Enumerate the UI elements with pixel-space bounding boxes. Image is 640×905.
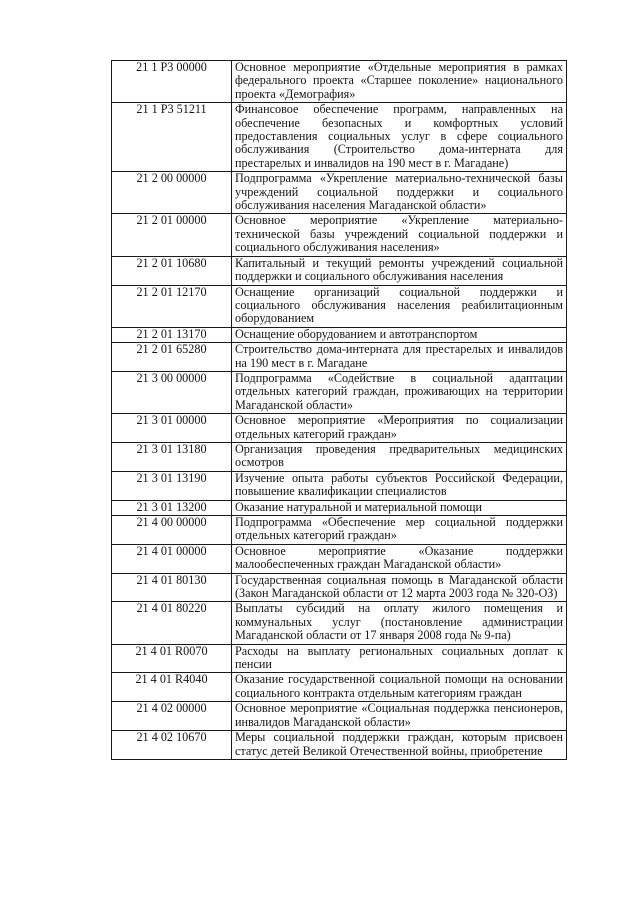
- table-row: [112, 414, 567, 443]
- row-description: Подпрограмма «Укрепление материально-технической базы учреждений социальной поддержки и социального обслуживания населения Магаданской области»: [232, 172, 567, 214]
- table-body: [112, 61, 567, 760]
- classification-code: 21 4 01 00000: [112, 544, 232, 573]
- row-description: Государственная социальная помощь в Магаданской области (Закон Магаданской области от 12 марта 2003 года № 320-ОЗ): [232, 573, 567, 602]
- classification-code: 21 2 01 65280: [112, 343, 232, 372]
- row-description: Организация проведения предварительных медицинских осмотров: [232, 442, 567, 471]
- classification-code: 21 2 01 00000: [112, 214, 232, 256]
- row-description: Основное мероприятие «Укрепление материально-технической базы учреждений социальной поддержки и социального обслуживания населения»: [232, 214, 567, 256]
- classification-code: 21 3 01 00000: [112, 414, 232, 443]
- classification-code: 21 2 00 00000: [112, 172, 232, 214]
- table-row: [112, 602, 567, 644]
- table-row: [112, 471, 567, 500]
- classification-code: 21 4 01 R4040: [112, 673, 232, 702]
- row-description: Оснащение организаций социальной поддержки и социального обслуживания населения реабилитационным оборудованием: [232, 285, 567, 327]
- table-row: [112, 327, 567, 342]
- table-row: [112, 214, 567, 256]
- table-row: [112, 343, 567, 372]
- row-description: Основное мероприятие «Социальная поддержка пенсионеров, инвалидов Магаданской области»: [232, 702, 567, 731]
- table-row: [112, 172, 567, 214]
- table-row: [112, 731, 567, 760]
- table-row: [112, 516, 567, 545]
- classification-code: 21 2 01 13170: [112, 327, 232, 342]
- row-description: Изучение опыта работы субъектов Российской Федерации, повышение квалификации специалистов: [232, 471, 567, 500]
- table-row: [112, 442, 567, 471]
- table-row: [112, 644, 567, 673]
- classification-code: 21 3 01 13200: [112, 500, 232, 515]
- classification-code: 21 3 01 13190: [112, 471, 232, 500]
- classification-code: 21 4 02 10670: [112, 731, 232, 760]
- row-description: Оказание государственной социальной помощи на основании социального контракта отдельным категориям граждан: [232, 673, 567, 702]
- classification-code: 21 4 01 R0070: [112, 644, 232, 673]
- classification-code: 21 4 02 00000: [112, 702, 232, 731]
- row-description: Финансовое обеспечение программ, направленных на обеспечение безопасных и комфортных условий предоставления социальных услуг в сфере социального обслуживания (Строительство дома-интерната для престарелых и инвалидов на 190 мест в г. Магадане): [232, 103, 567, 172]
- row-description: Строительство дома-интерната для престарелых и инвалидов на 190 мест в г. Магадане: [232, 343, 567, 372]
- classification-code: 21 1 P3 00000: [112, 61, 232, 103]
- table-row: [112, 371, 567, 413]
- row-description: Оказание натуральной и материальной помощи: [232, 500, 567, 515]
- table-row: [112, 61, 567, 103]
- row-description: Основное мероприятие «Отдельные мероприятия в рамках федерального проекта «Старшее поколение» национального проекта «Демография»: [232, 61, 567, 103]
- classification-code: 21 1 P3 51211: [112, 103, 232, 172]
- table-row: [112, 673, 567, 702]
- table-row: [112, 256, 567, 285]
- table-row: [112, 573, 567, 602]
- row-description: Основное мероприятие «Мероприятия по социализации отдельных категорий граждан»: [232, 414, 567, 443]
- row-description: Подпрограмма «Обеспечение мер социальной поддержки отдельных категорий граждан»: [232, 516, 567, 545]
- classification-code: 21 2 01 12170: [112, 285, 232, 327]
- table-row: [112, 544, 567, 573]
- classification-code: 21 4 01 80130: [112, 573, 232, 602]
- classification-code: 21 4 00 00000: [112, 516, 232, 545]
- row-description: Основное мероприятие «Оказание поддержки малообеспеченных граждан Магаданской области»: [232, 544, 567, 573]
- classification-code: 21 4 01 80220: [112, 602, 232, 644]
- classification-code: 21 3 00 00000: [112, 371, 232, 413]
- table-row: [112, 500, 567, 515]
- table-row: [112, 285, 567, 327]
- row-description: Подпрограмма «Содействие в социальной адаптации отдельных категорий граждан, проживающих на территории Магаданской области»: [232, 371, 567, 413]
- row-description: Расходы на выплату региональных социальных доплат к пенсии: [232, 644, 567, 673]
- table-row: [112, 103, 567, 172]
- classification-code: 21 3 01 13180: [112, 442, 232, 471]
- budget-classification-table: [111, 60, 567, 760]
- row-description: Оснащение оборудованием и автотранспортом: [232, 327, 567, 342]
- classification-code: 21 2 01 10680: [112, 256, 232, 285]
- row-description: Меры социальной поддержки граждан, которым присвоен статус детей Великой Отечественной войны, приобретение: [232, 731, 567, 760]
- row-description: Выплаты субсидий на оплату жилого помещения и коммунальных услуг (постановление администрации Магаданской области от 17 января 2008 года № 9-па): [232, 602, 567, 644]
- row-description: Капитальный и текущий ремонты учреждений социальной поддержки и социального обслуживания населения: [232, 256, 567, 285]
- table-row: [112, 702, 567, 731]
